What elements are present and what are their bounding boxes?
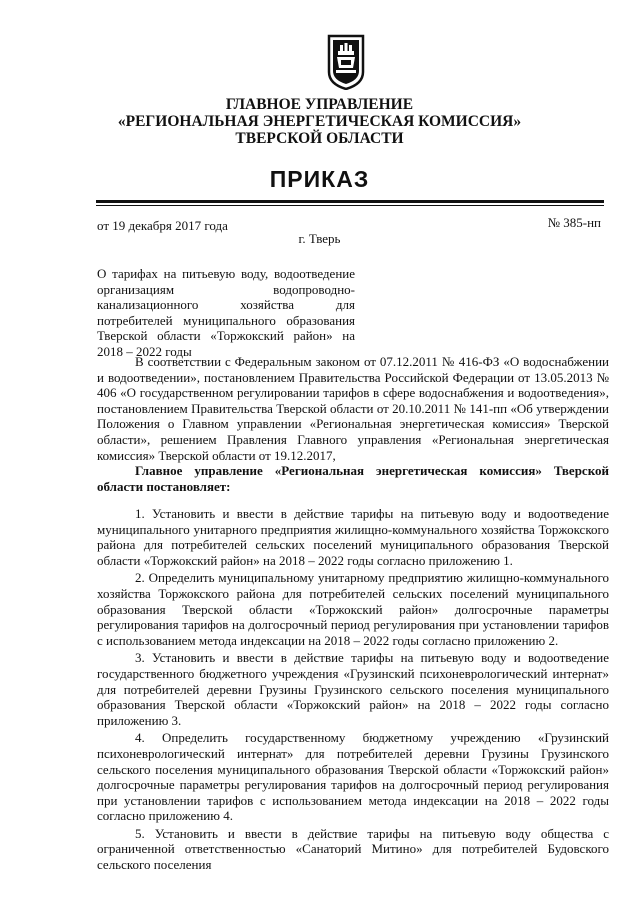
document-type-title: ПРИКАЗ (269, 166, 370, 192)
order-item-3: 3. Установить и ввести в действие тарифы на питьевую воду и водоотведение государственного бюджетного учреждения «Грузинский психоневрологический интернат» для потребителей деревни Грузины Грузинского сельского поселения муниципального образования Тверской области «Торжокский район» на 2018 – 2022 годы согласно приложению 3. (97, 650, 609, 728)
document-date: от 19 декабря 2017 года (97, 218, 228, 233)
header-divider-thick (96, 200, 604, 203)
order-item-5: 5. Установить и ввести в действие тарифы на питьевую воду общества с ограниченной ответственностью «Санаторий Митино» для потребителей Будовского сельского поселения (97, 825, 609, 873)
resolution-heading: Главное управление «Региональная энергетическая комиссия» Тверской области постановляет: (97, 463, 609, 494)
order-item-2: 2. Определить муниципальному унитарному предприятию жилищно-коммунального хозяйства Торжокского района для потребителей сельских поселений муниципального образования Тверской области «Торжокский район» долгосрочные параметры регулирования тарифов на долгосрочный период регулирования при установлении тарифов с использованием метода индексации на 2018 – 2022 годы согласно приложению 2. (97, 570, 609, 648)
preamble-paragraph: В соответствии с Федеральным законом от 07.12.2011 № 416-ФЗ «О водоснабжении и водоотведении», постановлением Правительства Российской Федерации от 13.05.2013 № 406 «О государственном регулировании тарифов в сфере водоснабжения и водоотведения», постановлением Правительства Тверской области от 20.10.2011 № 141-пп «Об утверждении Положения о Главном управлении «Региональная энергетическая комиссия» Тверской области», решением Правления Главного управления «Региональная энергетическая комиссия» Тверской области от 19.12.2017, (97, 354, 609, 463)
header-line-1: ГЛАВНОЕ УПРАВЛЕНИЕ (225, 96, 414, 113)
coat-of-arms-emblem (326, 34, 366, 90)
document-number: № 385-нп (547, 215, 601, 230)
document-city: г. Тверь (298, 231, 341, 246)
document-subject: О тарифах на питьевую воду, водоотведение организациям водопроводно-канализационного хозяйства для потребителей муниципального образования Тверской области «Торжокский район» на 2018 – 2022 годы (97, 266, 355, 359)
order-item-1: 1. Установить и ввести в действие тарифы на питьевую воду и водоотведение муниципального унитарного предприятия жилищно-коммунального хозяйства Торжокского района для потребителей сельских поселений муниципального образования Тверской области «Торжокский район» на 2018 – 2022 годы согласно приложению 1. (97, 506, 609, 568)
header-line-2: «РЕГИОНАЛЬНАЯ ЭНЕРГЕТИЧЕСКАЯ КОМИССИЯ» (117, 113, 522, 130)
order-item-4: 4. Определить государственному бюджетному учреждению «Грузинский психоневрологический интернат» для потребителей деревни Грузины Грузинского сельского поселения муниципального образования Тверской области «Торжокский район» долгосрочные параметры регулирования тарифов на долгосрочный период регулирования при установлении тарифов с использованием метода индексации на 2018 – 2022 годы согласно приложению 4. (97, 730, 609, 824)
header-divider-thin (96, 205, 604, 206)
order-items-list (97, 506, 609, 875)
header-line-3: ТВЕРСКОЙ ОБЛАСТИ (235, 130, 404, 147)
